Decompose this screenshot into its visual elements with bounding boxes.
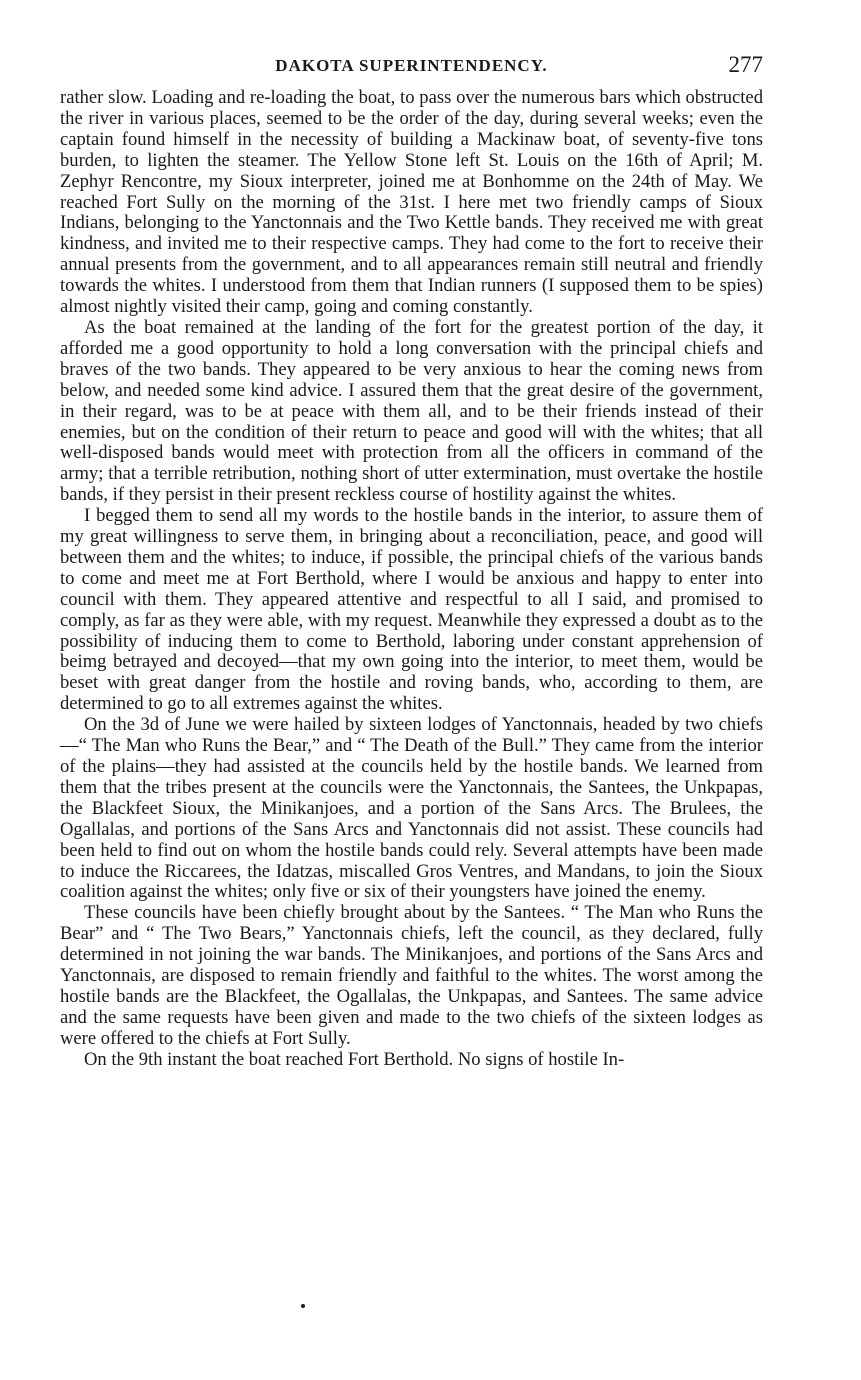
document-page	[60, 52, 763, 1071]
running-title: DAKOTA SUPERINTENDENCY.	[275, 56, 548, 75]
body-text	[60, 88, 763, 1071]
signature-mark	[301, 1304, 305, 1308]
paragraph: These councils have been chiefly brought about by the Santees. “ The Man who Runs the Bear” and “ The Two Bears,” Yanctonnais chiefs, left the council, as they declared, fully determined in not joining the war bands. The Minikanjoes, and portions of the Sans Arcs and Yanctonnais, are disposed to remain friendly and faithful to the whites. The worst among the hostile bands are the Blackfeet, the Ogallalas, the Unkpapas, and Santees. The same advice and the same requests have been given and made to the two chiefs of the sixteen lodges as were offered to the chiefs at Fort Sully.	[60, 902, 763, 1049]
page-number: 277	[728, 52, 763, 77]
paragraph: rather slow. Loading and re-loading the boat, to pass over the numerous bars which obstructed the river in various places, seemed to be the order of the day, during several weeks; even the captain found himself in the necessity of building a Mackinaw boat, of seventy-five tons burden, to lighten the steamer. The Yellow Stone left St. Louis on the 16th of April; M. Zephyr Rencontre, my Sioux interpreter, joined me at Bonhomme on the 24th of May. We reached Fort Sully on the morning of the 31st. I here met two friendly camps of Sioux Indians, belonging to the Yanctonnais and the Two Kettle bands. They received me with great kindness, and invited me to their respective camps. They had come to the fort to receive their annual presents from the government, and to all appearances remain still neutral and friendly towards the whites. I understood from them that Indian runners (I supposed them to be spies) almost nightly visited their camp, going and coming constantly.	[60, 87, 763, 318]
paragraph: I begged them to send all my words to the hostile bands in the interior, to assure them of my great willingness to serve them, in bringing about a reconciliation, peace, and good will between them and the whites; to induce, if possible, the principal chiefs of the various bands to come and meet me at Fort Berthold, where I would be anxious and happy to enter into council with them. They appeared attentive and respectful to all I said, and promised to comply, as far as they were able, with my request. Meanwhile they expressed a doubt as to the possibility of inducing them to come to Berthold, laboring under constant apprehension of beimg betrayed and decoyed—that my own going into the interior, to meet them, would be beset with great danger from the hostile and roving bands, who, according to them, are determined to go to all extremes against the whites.	[60, 505, 763, 715]
paragraph: As the boat remained at the landing of the fort for the greatest portion of the day, it afforded me a good opportunity to hold a long conversation with the principal chiefs and braves of the two bands. They appeared to be very anxious to hear the coming news from below, and needed some kind advice. I assured them that the great desire of the government, in their regard, was to be at peace with them all, and to be their friends instead of their enemies, but on the condition of their return to peace and good will with the whites; that all well-disposed bands would meet with protection from all the officers in command of the army; that a terrible retribution, nothing short of utter extermination, must overtake the hostile bands, if they persist in their present reckless course of hostility against the whites.	[60, 316, 763, 506]
paragraph: On the 3d of June we were hailed by sixteen lodges of Yanctonnais, headed by two chiefs—“ The Man who Runs the Bear,” and “ The Death of the Bull.” They came from the interior of the plains—they had assisted at the councils held by the hostile bands. We learned from them that the tribes present at the councils were the Yanctonnais, the Santees, the Unkpapas, the Blackfeet Sioux, the Minikanjoes, and a portion of the Sans Arcs. The Brulees, the Ogallalas, and portions of the Sans Arcs and Yanctonnais did not assist. These councils had been held to find out on whom the hostile bands could rely. Several attempts have been made to induce the Riccarees, the Idatzas, miscalled Gros Ventres, and Mandans, to join the Sioux coalition against the whites; only five or six of their youngsters have joined the enemy.	[60, 714, 763, 903]
running-header	[60, 52, 763, 88]
paragraph: On the 9th instant the boat reached Fort Berthold. No signs of hostile In-	[84, 1048, 625, 1070]
